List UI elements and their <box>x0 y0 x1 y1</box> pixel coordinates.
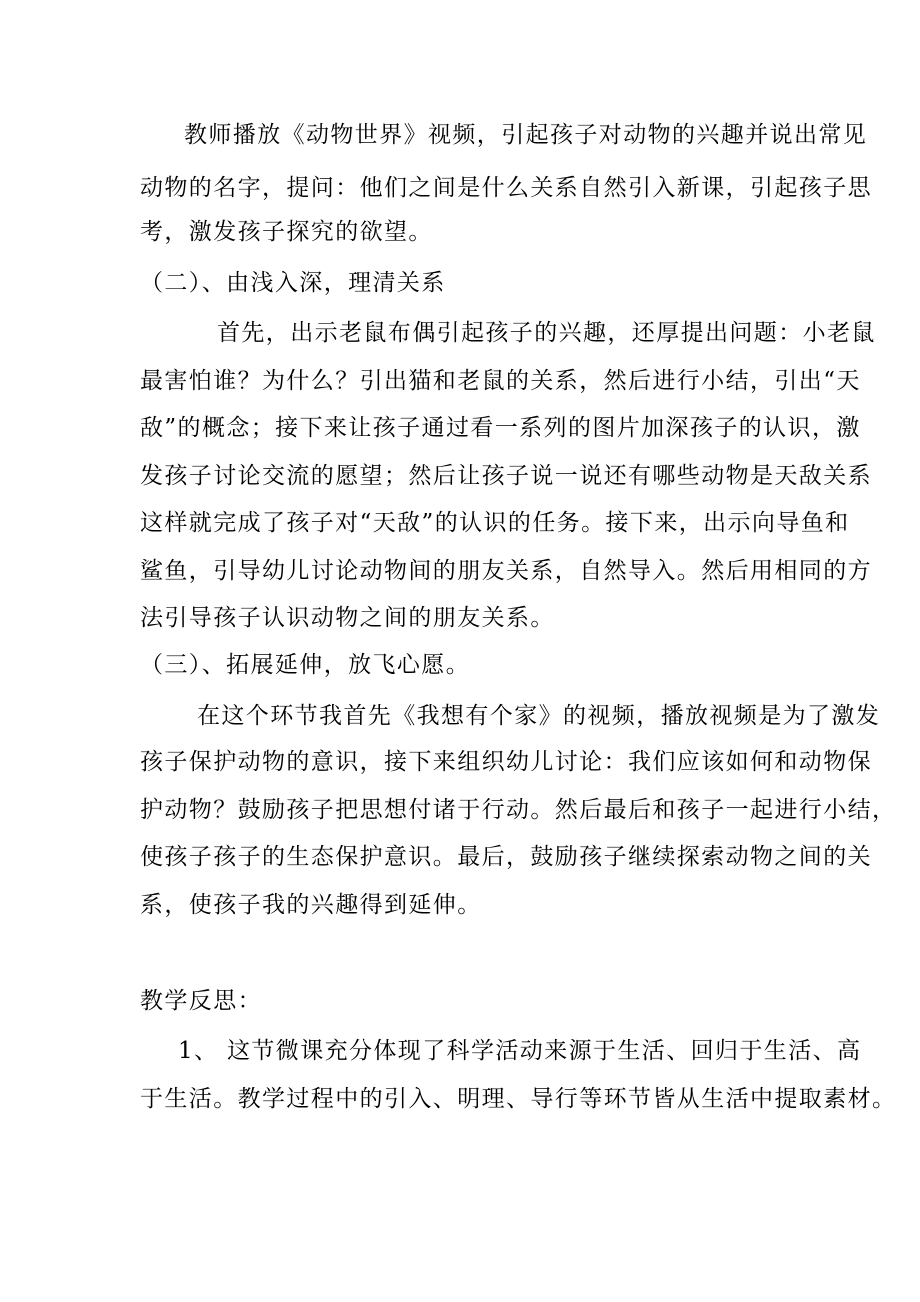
paragraph3-line-4: 使孩子孩子的生态保护意识。最后，鼓励孩子继续探索动物之间的关 <box>140 844 872 870</box>
paragraph1-line-1: 教师播放《动物世界》视频，引起孩子对动物的兴趣并说出常见 <box>184 122 868 148</box>
paragraph2-line-7: 法引导孩子认识动物之间的朋友关系。 <box>140 605 555 631</box>
reflection-item-number: 1、 <box>178 1038 219 1064</box>
paragraph2-line-2: 最害怕谁？为什么？引出猫和老鼠的关系，然后进行小结，引出“天 <box>140 368 861 394</box>
paragraph2-line-4: 发孩子讨论交流的愿望；然后让孩子说一说还有哪些动物是天敌关系 <box>140 463 872 489</box>
reflection-item-line-2: 于生活。教学过程中的引入、明理、导行等环节皆从生活中提取素材。 <box>140 1086 897 1112</box>
reflection-item-line-1: 这节微课充分体现了科学活动来源于生活、回归于生活、高 <box>227 1038 862 1064</box>
paragraph2-line-1: 首先，出示老鼠布偶引起孩子的兴趣，还厚提出问题：小老鼠 <box>217 320 876 346</box>
section-heading-2: （二）、由浅入深，理清关系 <box>140 270 446 296</box>
paragraph1-line-3: 考，激发孩子探究的欲望。 <box>140 219 433 245</box>
paragraph3-line-2: 孩子保护动物的意识，接下来组织幼儿讨论：我们应该如何和动物保 <box>140 749 872 775</box>
reflection-heading: 教学反思： <box>140 988 262 1014</box>
paragraph2-line-3: 敌”的概念；接下来让孩子通过看一系列的图片加深孩子的认识，激 <box>140 415 861 441</box>
paragraph1-line-2: 动物的名字，提问：他们之间是什么关系自然引入新课，引起孩子思 <box>140 175 872 201</box>
paragraph3-line-3: 护动物？鼓励孩子把思想付诸于行动。然后最后和孩子一起进行小结， <box>140 797 897 823</box>
paragraph2-line-6: 鲨鱼，引导幼儿讨论动物间的朋友关系，自然导入。然后用相同的方 <box>140 558 872 584</box>
section-heading-3: （三）、拓展延伸，放飞心愿。 <box>140 652 471 678</box>
paragraph2-line-5: 这样就完成了孩子对“天敌”的认识的任务。接下来，出示向导鱼和 <box>140 510 850 536</box>
paragraph3-line-1: 在这个环节我首先《我想有个家》的视频，播放视频是为了激发 <box>197 703 881 729</box>
paragraph3-line-5: 系，使孩子我的兴趣得到延伸。 <box>140 892 482 918</box>
